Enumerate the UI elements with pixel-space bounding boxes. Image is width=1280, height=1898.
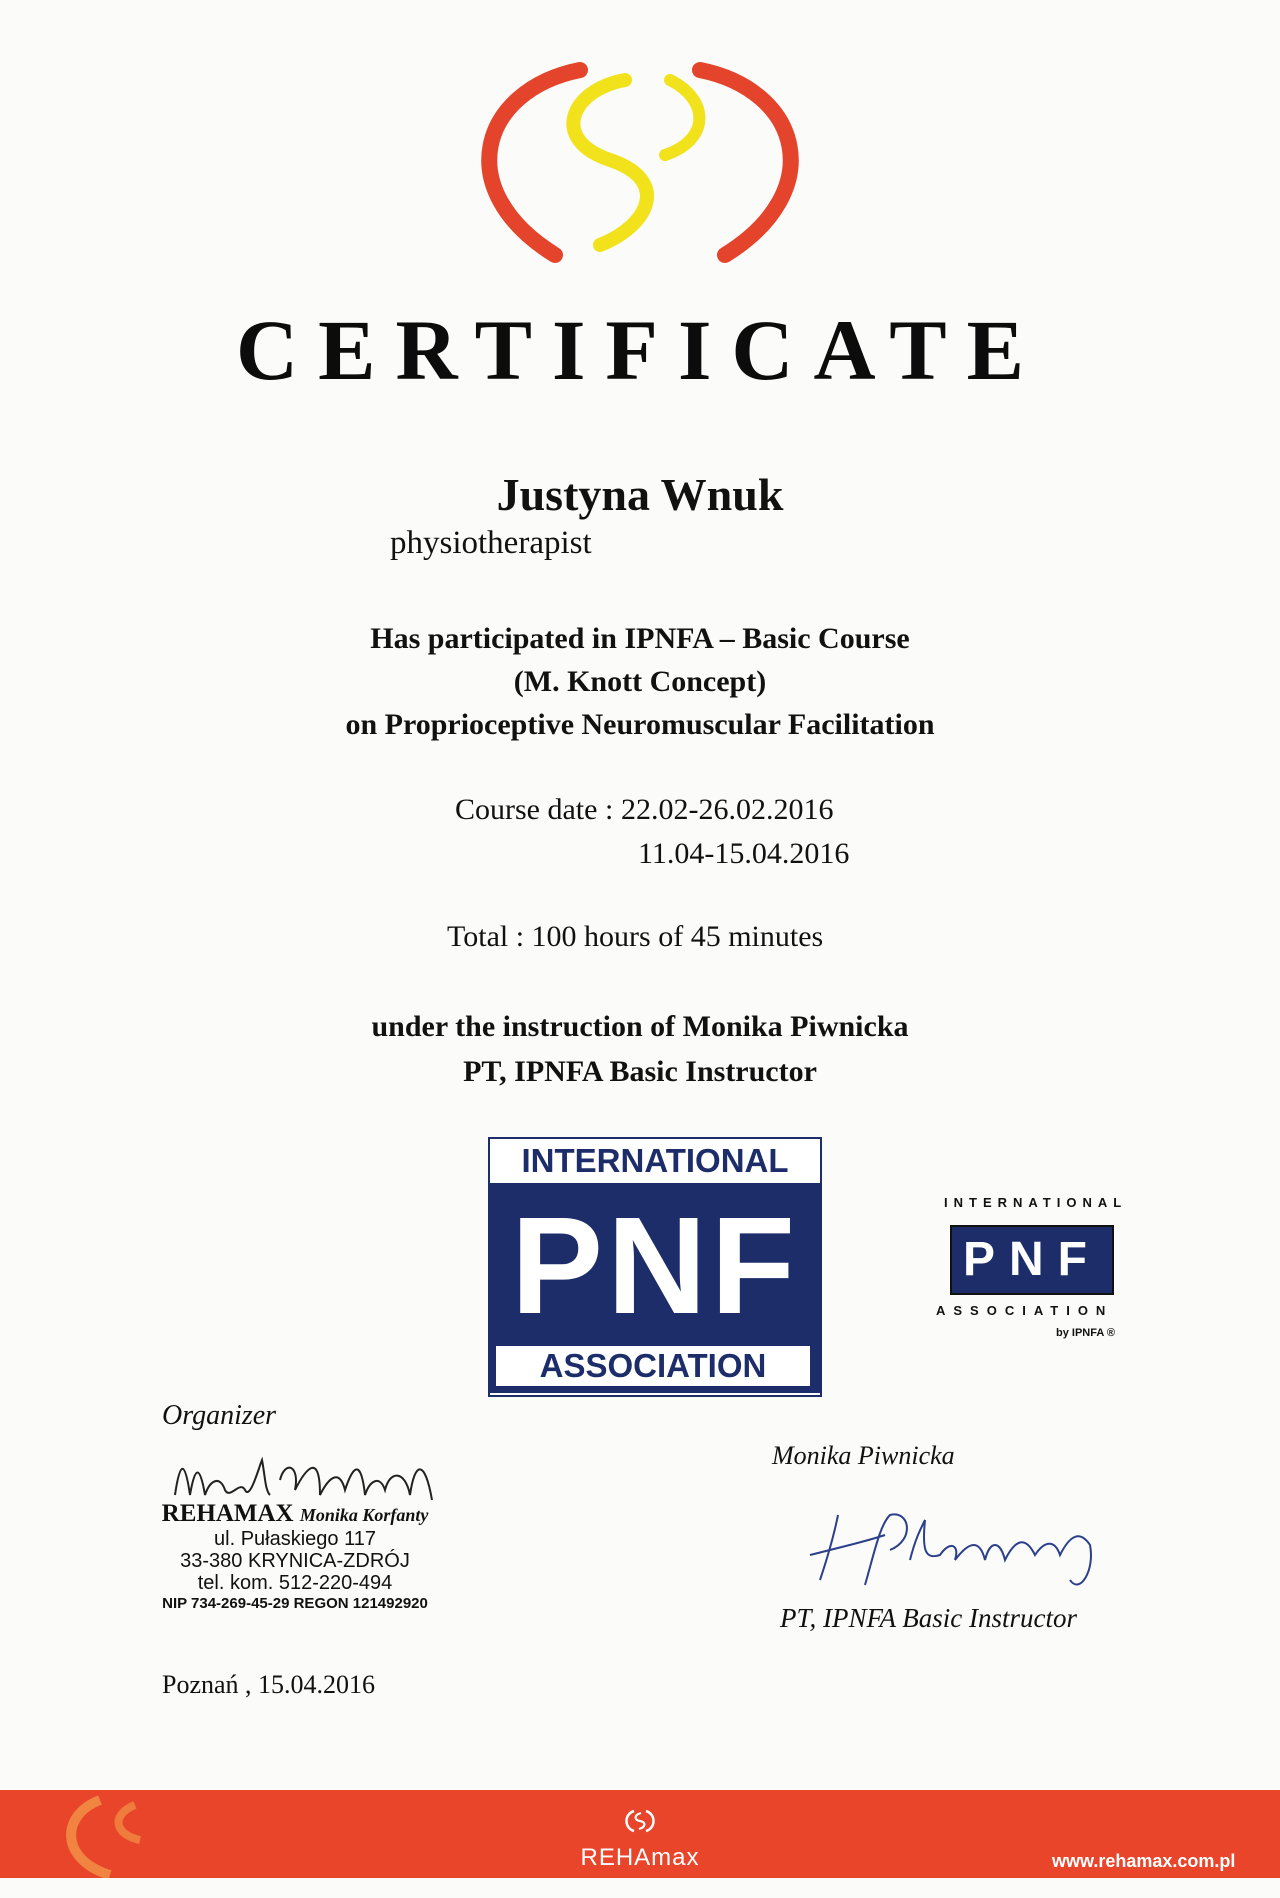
course-line: on Proprioceptive Neuromuscular Facilitation <box>345 708 935 741</box>
small-logo-top-text: INTERNATIONAL <box>944 1195 1128 1210</box>
course-date-label: Course date : <box>455 793 614 826</box>
recipient-name: Justyna Wnuk <box>496 469 784 520</box>
footer-logo-icon <box>622 1808 658 1834</box>
small-logo-bottom-text: ASSOCIATION <box>936 1303 1114 1318</box>
international-pnf-association-logo <box>488 1137 822 1397</box>
instructor-name: Monika Piwnicka <box>772 1441 955 1470</box>
organizer-label: Organizer <box>162 1400 277 1431</box>
small-logo-pnf-text: PNF <box>950 1225 1114 1295</box>
instruction-line: PT, IPNFA Basic Instructor <box>463 1055 817 1088</box>
place-and-date: Poznań , 15.04.2016 <box>162 1670 376 1699</box>
footer-url[interactable]: www.rehamax.com.pl <box>1052 1851 1236 1871</box>
certificate-title: CERTIFICATE <box>236 302 1044 398</box>
recipient-role: physiotherapist <box>390 525 592 561</box>
stamp-ids: NIP 734-269-45-29 REGON 121492920 <box>162 1595 428 1612</box>
instructor-title: PT, IPNFA Basic Instructor <box>780 1603 1077 1633</box>
stamp-city: 33-380 KRYNICA-ZDRÓJ <box>180 1550 410 1572</box>
small-logo-by-text: by IPNFA ® <box>1056 1327 1116 1339</box>
instructor-signature-icon <box>790 1500 1120 1600</box>
logo-body <box>490 1183 820 1393</box>
stamp-company-line <box>130 1500 460 1528</box>
pnf-association-small-logo <box>930 1195 1130 1345</box>
total-hours: Total : 100 hours of 45 minutes <box>447 920 824 953</box>
course-date: 22.02-26.02.2016 <box>621 793 834 826</box>
stamp-company: REHAMAX <box>161 1500 294 1527</box>
course-line: Has participated in IPNFA – Basic Course <box>370 622 910 655</box>
stamp-street: ul. Pułaskiego 117 <box>214 1528 376 1550</box>
course-date: 11.04-15.04.2016 <box>638 837 850 870</box>
stamp-person: Monika Korfanty <box>299 1505 429 1525</box>
logo-bottom-text: ASSOCIATION <box>496 1346 810 1386</box>
course-line: (M. Knott Concept) <box>513 665 767 698</box>
logo-top-text: INTERNATIONAL <box>521 1142 789 1179</box>
logo-pnf-text: PNF <box>511 1189 799 1343</box>
footer-brand: REHAmax <box>580 1844 700 1871</box>
rehamax-logo-icon <box>460 50 820 270</box>
stamp-phone: tel. kom. 512-220-494 <box>197 1572 393 1594</box>
organizer-stamp <box>130 1500 460 1614</box>
instruction-line: under the instruction of Monika Piwnicka <box>371 1010 909 1043</box>
